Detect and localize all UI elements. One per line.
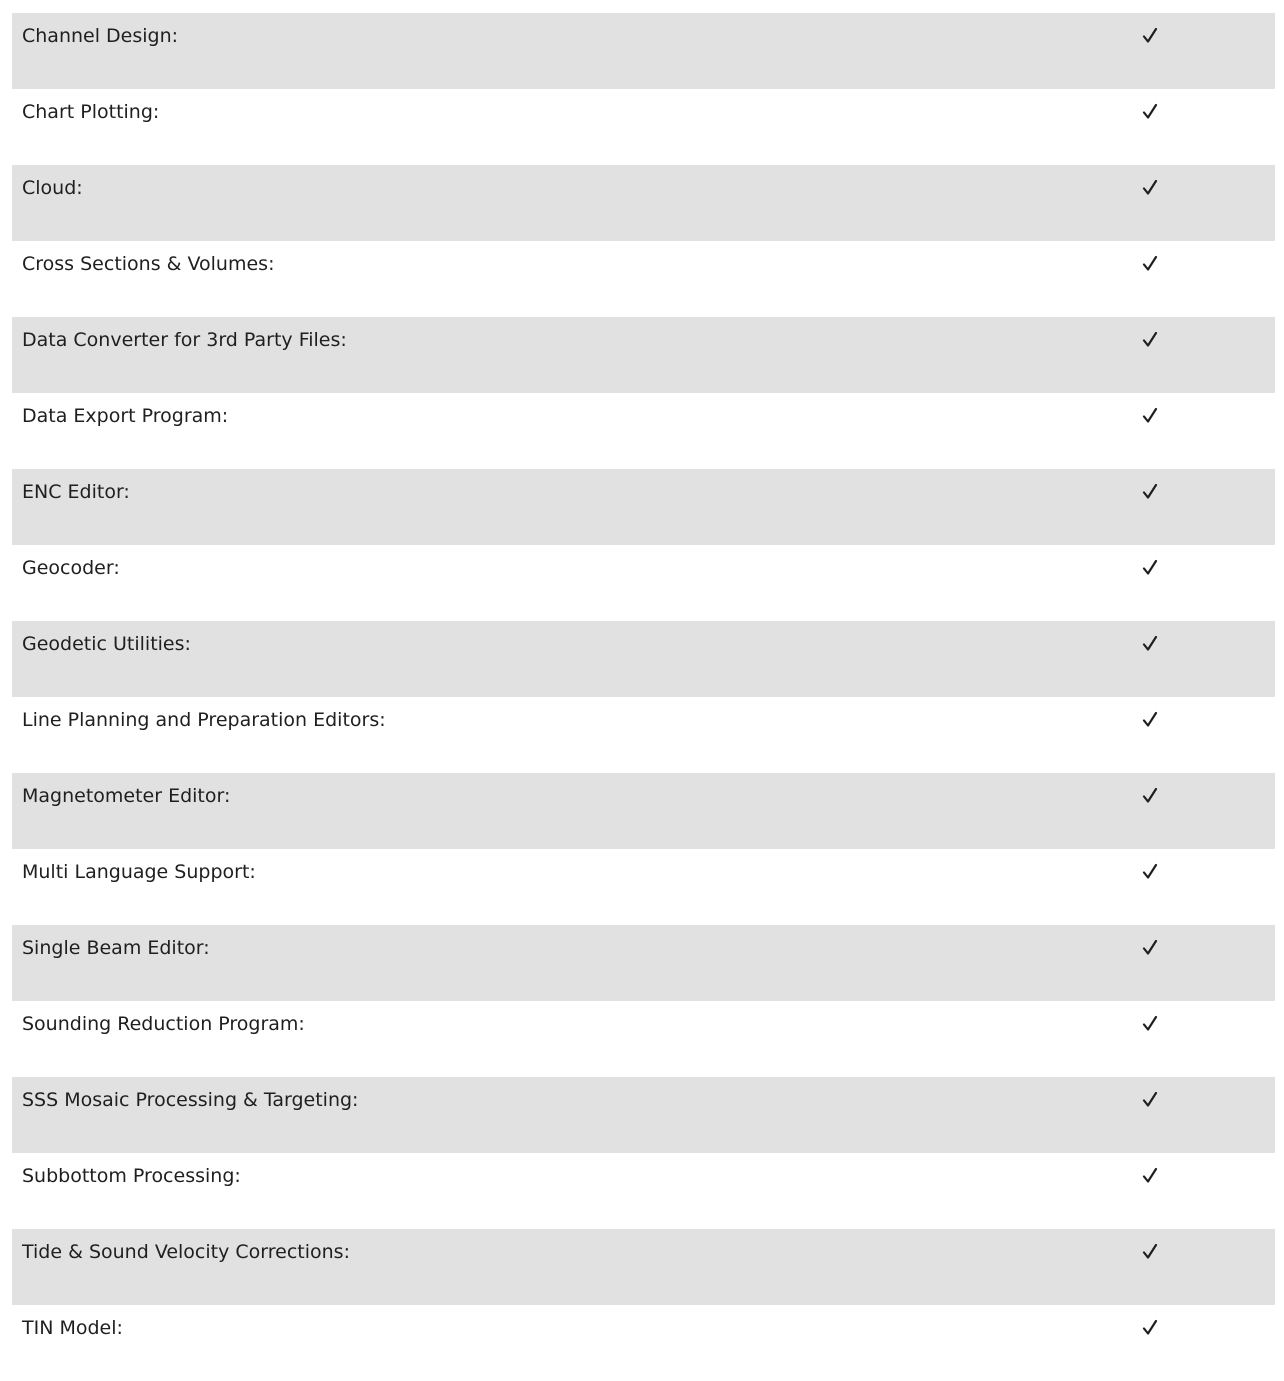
checkmark-icon — [1141, 859, 1159, 885]
checkmark-icon — [1141, 935, 1159, 961]
feature-label: TIN Model: — [22, 1317, 123, 1339]
checkmark-icon — [1141, 1239, 1159, 1265]
checkmark-icon — [1141, 175, 1159, 201]
feature-table — [12, 13, 1275, 1381]
checkmark-icon — [1141, 251, 1159, 277]
table-row — [12, 925, 1275, 1001]
feature-label: Geodetic Utilities: — [22, 633, 191, 655]
checkmark-icon — [1141, 1087, 1159, 1113]
checkmark-icon — [1141, 783, 1159, 809]
table-row — [12, 1229, 1275, 1305]
table-row — [12, 849, 1275, 925]
table-row — [12, 1001, 1275, 1077]
checkmark-icon — [1141, 631, 1159, 657]
table-row — [12, 1305, 1275, 1381]
checkmark-icon — [1141, 1163, 1159, 1189]
checkmark-icon — [1141, 1315, 1159, 1341]
feature-label: ENC Editor: — [22, 481, 130, 503]
table-row — [12, 773, 1275, 849]
feature-label: Line Planning and Preparation Editors: — [22, 709, 386, 731]
checkmark-icon — [1141, 707, 1159, 733]
table-row — [12, 241, 1275, 317]
feature-label: Single Beam Editor: — [22, 937, 210, 959]
checkmark-icon — [1141, 555, 1159, 581]
checkmark-icon — [1141, 99, 1159, 125]
feature-label: Data Export Program: — [22, 405, 229, 427]
table-row — [12, 1153, 1275, 1229]
feature-label: Subbottom Processing: — [22, 1165, 241, 1187]
feature-label: Magnetometer Editor: — [22, 785, 231, 807]
table-row — [12, 469, 1275, 545]
feature-label: Channel Design: — [22, 25, 179, 47]
feature-label: Tide & Sound Velocity Corrections: — [22, 1241, 350, 1263]
table-row — [12, 89, 1275, 165]
table-row — [12, 165, 1275, 241]
feature-label: Cross Sections & Volumes: — [22, 253, 275, 275]
table-row — [12, 317, 1275, 393]
feature-label: Sounding Reduction Program: — [22, 1013, 305, 1035]
feature-label: SSS Mosaic Processing & Targeting: — [22, 1089, 359, 1111]
table-row — [12, 545, 1275, 621]
checkmark-icon — [1141, 1011, 1159, 1037]
feature-label: Cloud: — [22, 177, 83, 199]
table-row — [12, 393, 1275, 469]
checkmark-icon — [1141, 403, 1159, 429]
checkmark-icon — [1141, 479, 1159, 505]
table-row — [12, 1077, 1275, 1153]
feature-label: Multi Language Support: — [22, 861, 256, 883]
checkmark-icon — [1141, 23, 1159, 49]
table-row — [12, 697, 1275, 773]
table-row — [12, 13, 1275, 89]
feature-label: Data Converter for 3rd Party Files: — [22, 329, 347, 351]
feature-label: Geocoder: — [22, 557, 120, 579]
feature-label: Chart Plotting: — [22, 101, 160, 123]
table-row — [12, 621, 1275, 697]
checkmark-icon — [1141, 327, 1159, 353]
